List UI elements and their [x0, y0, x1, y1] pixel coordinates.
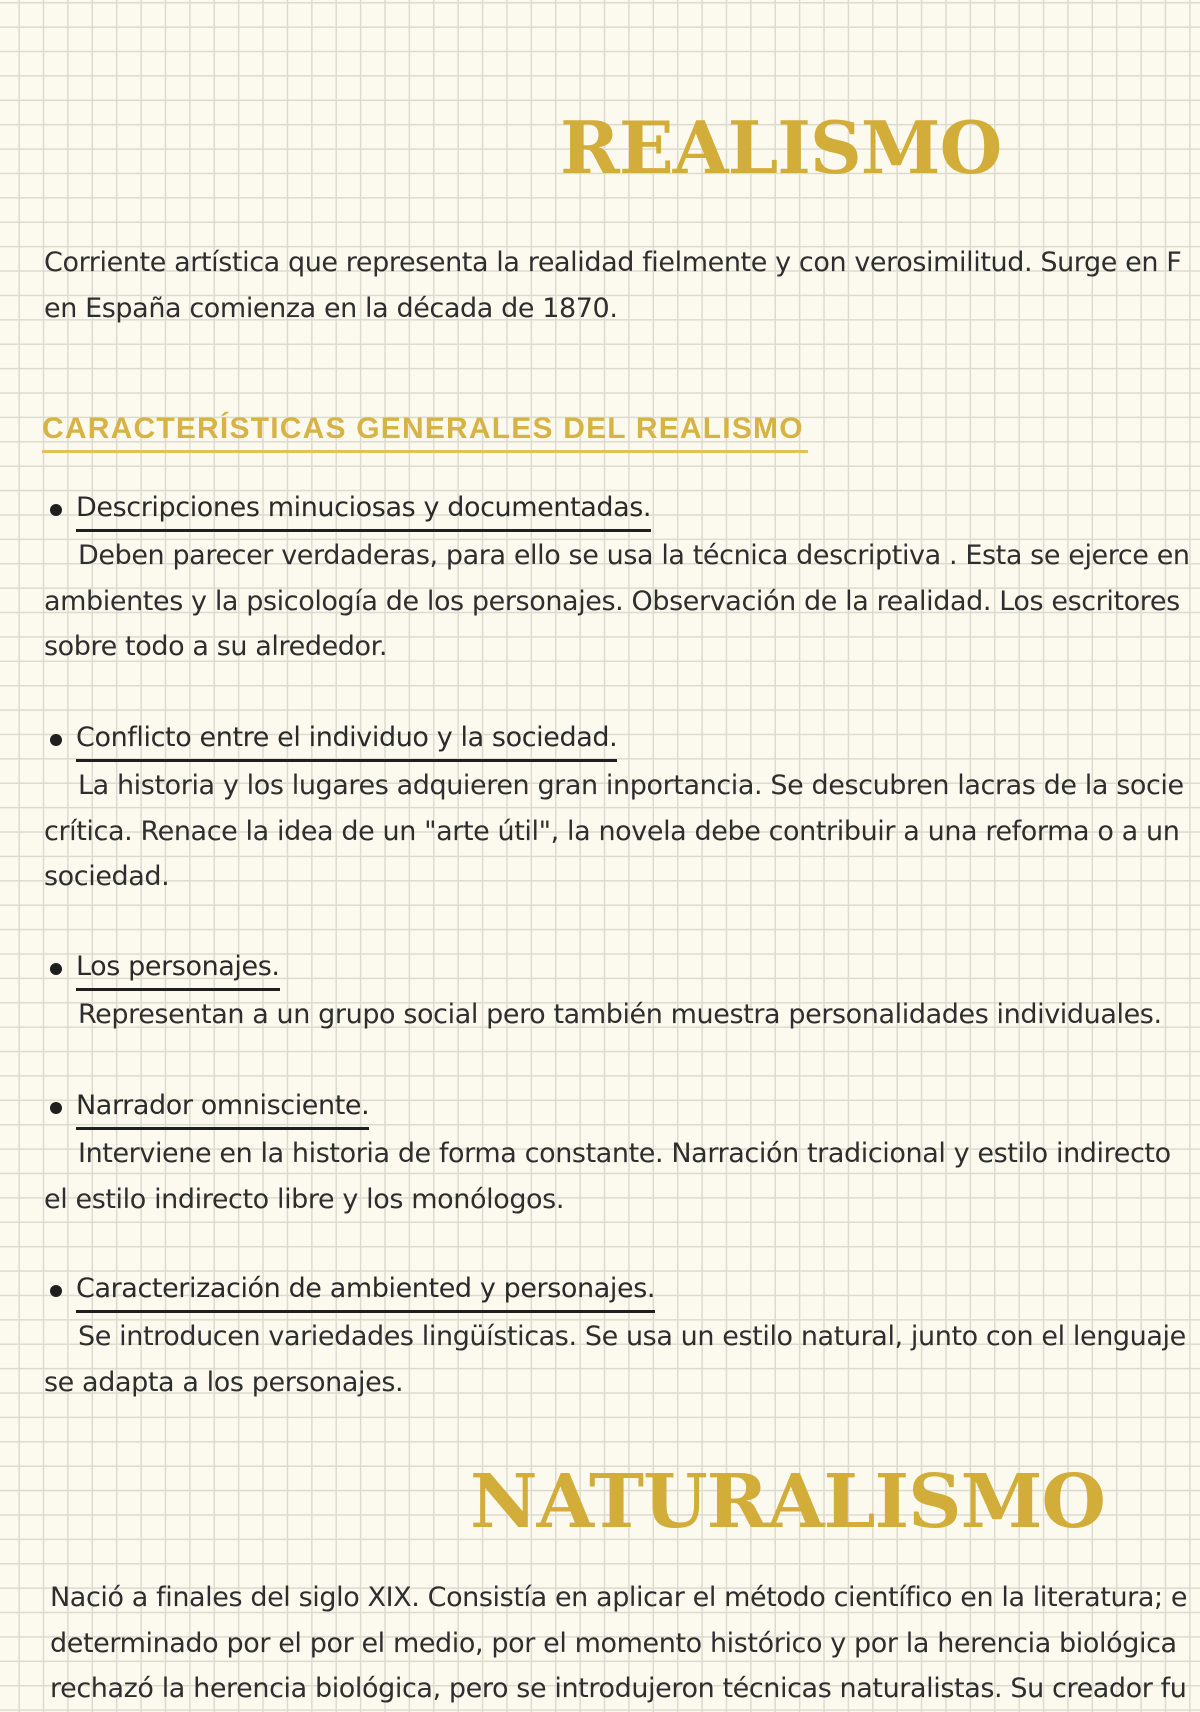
intro-line: en España comienza en la década de 1870. [44, 292, 618, 324]
bullet-icon [50, 1285, 62, 1297]
body-line: sobre todo a su alrededor. [44, 631, 388, 662]
intro-line: Corriente artística que representa la realidad fielmente y con verosimilitud. Surge en F [44, 247, 1182, 278]
bullet-icon [50, 1102, 62, 1114]
body-line: se adapta a los personajes. [44, 1366, 404, 1398]
naturalismo-title: NATURALISMO [470, 1459, 1105, 1545]
section-heading-caracteristicas: CARACTERÍSTICAS GENERALES DEL REALISMO [42, 408, 808, 453]
item-body [44, 533, 1190, 670]
intro-line: determinado por el por el medio, por el momento histórico y por la herencia biológica [50, 1627, 1177, 1659]
item-heading: Narrador omnisciente. [76, 1085, 369, 1130]
item-body [44, 992, 1162, 1038]
bullet-icon [50, 504, 62, 516]
item-heading: Descripciones minuciosas y documentadas. [76, 487, 651, 532]
body-line: crítica. Renace la idea de un "arte útil", la novela debe contribuir a una reforma o a un [44, 815, 1180, 847]
item-body [44, 1131, 1171, 1222]
realismo-intro [44, 240, 1200, 331]
body-line: Se introducen variedades lingüísticas. Se usa un estilo natural, junto con el lenguaje [78, 1321, 1186, 1352]
body-line: Interviene en la historia de forma constante. Narración tradicional y estilo indirecto [78, 1138, 1171, 1169]
item-heading: Caracterización de ambiented y personajes. [76, 1268, 655, 1313]
item-heading: Conflicto entre el individuo y la sociedad. [76, 717, 617, 762]
body-line: el estilo indirecto libre y los monólogos. [44, 1183, 565, 1215]
naturalismo-intro [50, 1575, 1200, 1712]
bullet-icon [50, 734, 62, 746]
realismo-title: REALISMO [560, 105, 1002, 190]
body-line: sociedad. [44, 861, 170, 892]
body-line: La historia y los lugares adquieren gran inportancia. Se descubren lacras de la socie [78, 770, 1184, 801]
body-line: ambientes y la psicología de los personajes. Observación de la realidad. Los escritores [44, 585, 1180, 617]
body-line: Representan a un grupo social pero también muestra personalidades individuales. [78, 999, 1162, 1030]
body-line: Deben parecer verdaderas, para ello se usa la técnica descriptiva . Esta se ejerce en [78, 540, 1190, 571]
item-body [44, 1314, 1186, 1405]
bullet-icon [50, 963, 62, 975]
intro-line: Nació a finales del siglo XIX. Consistía en aplicar el método científico en la literatura; e [50, 1582, 1188, 1613]
item-body [44, 763, 1184, 900]
intro-line: rechazó la herencia biológica, pero se introdujeron técnicas naturalistas. Su creador fu [50, 1673, 1187, 1704]
item-heading: Los personajes. [76, 946, 280, 991]
